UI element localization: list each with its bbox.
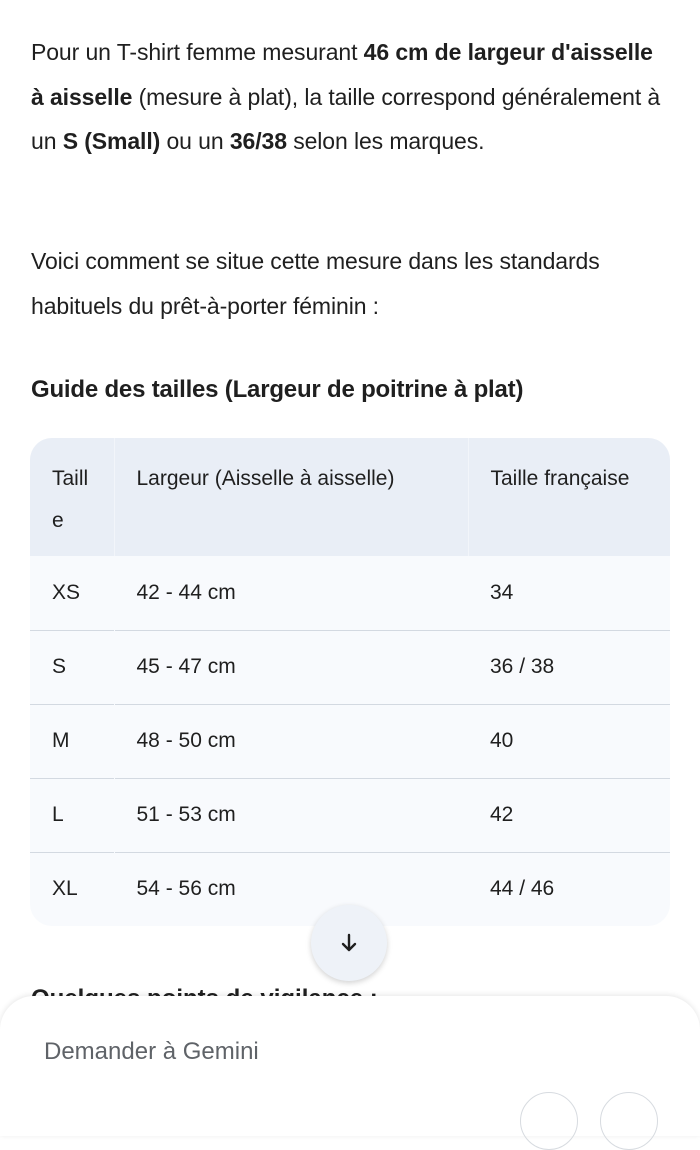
prompt-input[interactable] xyxy=(44,1038,604,1066)
intro-bold-french-size: 36/38 xyxy=(229,128,287,154)
cell-size: M xyxy=(30,704,114,778)
table-row xyxy=(30,556,670,630)
header-width: Largeur (Aisselle à aisselle) xyxy=(114,438,468,556)
table-row xyxy=(30,778,670,852)
cell-width: 48 - 50 cm xyxy=(114,704,468,778)
intro-text-1: Pour un T-shirt femme mesurant xyxy=(31,39,364,65)
header-size: Taille xyxy=(52,467,89,532)
cell-size: XS xyxy=(52,580,81,604)
cell-size: S xyxy=(30,630,114,704)
cell-width: 51 - 53 cm xyxy=(114,778,468,852)
intro-bold-measure: 46 cm de largeur d'aisselle à aisselle xyxy=(31,39,653,110)
cell-french-size: 36 / 38 xyxy=(468,630,670,704)
intro-bold-size: S (Small) xyxy=(62,128,161,154)
table-row xyxy=(30,630,670,704)
intro-text-4: selon les marques. xyxy=(286,128,485,154)
cell-french-size: 34 xyxy=(490,580,514,604)
table-header-row xyxy=(30,438,670,556)
cell-size: XL xyxy=(30,852,114,926)
cell-french-size: 44 / 46 xyxy=(468,852,670,926)
size-guide-title: Guide des tailles (Largeur de poitrine à plat) xyxy=(31,376,524,403)
scroll-down-button[interactable] xyxy=(311,905,387,981)
context-paragraph: Voici comment se situe cette mesure dans les standards habituels du prêt-à-porter féminin : xyxy=(31,248,600,319)
cell-french-size: 40 xyxy=(468,704,670,778)
intro-paragraph xyxy=(31,30,671,164)
table-row xyxy=(30,704,670,778)
cell-french-size: 42 xyxy=(468,778,670,852)
prompt-panel xyxy=(0,996,700,1136)
cell-width: 42 - 44 cm xyxy=(136,580,236,604)
intro-text-3: ou un xyxy=(160,128,230,154)
intro-text-2: (mesure à plat), la taille correspond généralement à un xyxy=(31,83,661,154)
cell-width: 54 - 56 cm xyxy=(114,852,468,926)
arrow-down-icon xyxy=(339,932,359,954)
cell-width: 45 - 47 cm xyxy=(114,630,468,704)
size-table xyxy=(30,438,670,926)
cell-size: L xyxy=(30,778,114,852)
size-table-container xyxy=(30,438,670,926)
header-french-size: Taille française xyxy=(468,438,670,556)
